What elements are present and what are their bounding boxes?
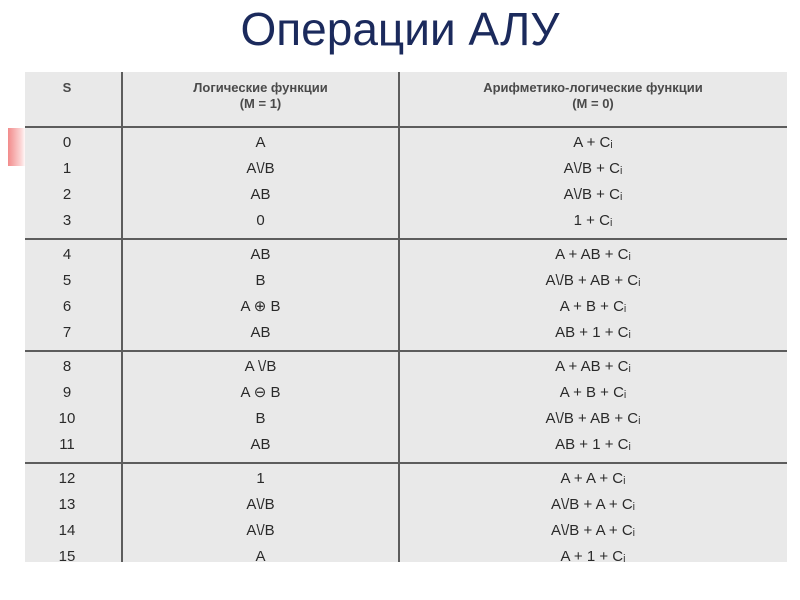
row-s-value: 10	[58, 410, 76, 427]
header-arith	[403, 80, 783, 112]
row-logic-function: A ⊕ B	[240, 298, 281, 315]
row-logic-function: A \/B	[244, 358, 277, 375]
slide-title: Операции АЛУ	[240, 3, 560, 55]
row-logic-function: 1	[256, 470, 265, 487]
row-s-value: 11	[59, 436, 75, 453]
row-logic-function: A\/B	[246, 160, 275, 177]
row-arith-function: A\/B + AB + Cᵢ	[545, 272, 641, 289]
row-logic-function: B	[255, 272, 266, 289]
row-s-value: 8	[62, 358, 72, 375]
row-s-value: 5	[62, 272, 72, 289]
row-arith-function: A\/B + A + Cᵢ	[550, 522, 636, 539]
row-s-value: 1	[62, 160, 72, 177]
row-logic-function: A ⊖ B	[240, 384, 281, 401]
group-rule	[25, 350, 787, 352]
row-s-value: 15	[58, 548, 76, 565]
row-logic-function: A\/B	[246, 522, 275, 539]
slide-accent-bar	[8, 128, 26, 166]
header-arith-mode: (M = 0)	[572, 96, 614, 111]
row-arith-function: A\/B + A + Cᵢ	[550, 496, 636, 513]
row-arith-function: A + B + Cᵢ	[559, 298, 627, 315]
row-s-value: 14	[58, 522, 76, 539]
row-s-value: 4	[62, 246, 72, 263]
row-arith-function: A\/B + AB + Cᵢ	[545, 410, 641, 427]
row-s-value: 9	[62, 384, 72, 401]
row-logic-function: A\/B	[246, 496, 275, 513]
header-rule	[25, 126, 787, 128]
header-arith-title: Арифметико-логические функции	[483, 80, 703, 95]
group-rule	[25, 238, 787, 240]
row-arith-function: A + AB + Cᵢ	[555, 358, 631, 375]
row-logic-function: AB	[250, 324, 271, 341]
row-logic-function: A	[255, 548, 266, 565]
row-s-value: 6	[62, 298, 72, 315]
header-logic-mode: (M = 1)	[239, 96, 282, 111]
row-s-value: 13	[58, 496, 76, 513]
row-s-value: 2	[62, 186, 72, 203]
header-s: S	[62, 80, 72, 95]
row-logic-function: A	[255, 134, 266, 151]
row-logic-function: AB	[250, 246, 271, 263]
group-rule	[25, 462, 787, 464]
row-arith-function: A + 1 + Cᵢ	[560, 548, 626, 565]
row-logic-function: AB	[250, 186, 271, 203]
row-arith-function: AB + 1 + Cᵢ	[555, 436, 631, 453]
row-s-value: 0	[62, 134, 72, 151]
row-logic-function: AB	[250, 436, 271, 453]
header-logic	[123, 80, 398, 112]
row-logic-function: B	[255, 410, 266, 427]
row-arith-function: A + A + Cᵢ	[560, 470, 626, 487]
alu-operations-table	[25, 72, 787, 565]
header-logic-title: Логические функции	[193, 80, 328, 95]
row-s-value: 12	[58, 470, 76, 487]
row-arith-function: AB + 1 + Cᵢ	[555, 324, 631, 341]
row-arith-function: A + B + Cᵢ	[559, 384, 627, 401]
row-arith-function: A + Cᵢ	[573, 134, 613, 151]
row-logic-function: 0	[256, 212, 265, 229]
row-s-value: 3	[62, 212, 72, 229]
row-arith-function: A\/B + Cᵢ	[563, 186, 623, 203]
row-arith-function: A + AB + Cᵢ	[555, 246, 631, 263]
row-s-value: 7	[62, 324, 72, 341]
row-arith-function: A\/B + Cᵢ	[563, 160, 623, 177]
column-divider	[398, 72, 400, 562]
row-arith-function: 1 + Cᵢ	[573, 212, 613, 229]
